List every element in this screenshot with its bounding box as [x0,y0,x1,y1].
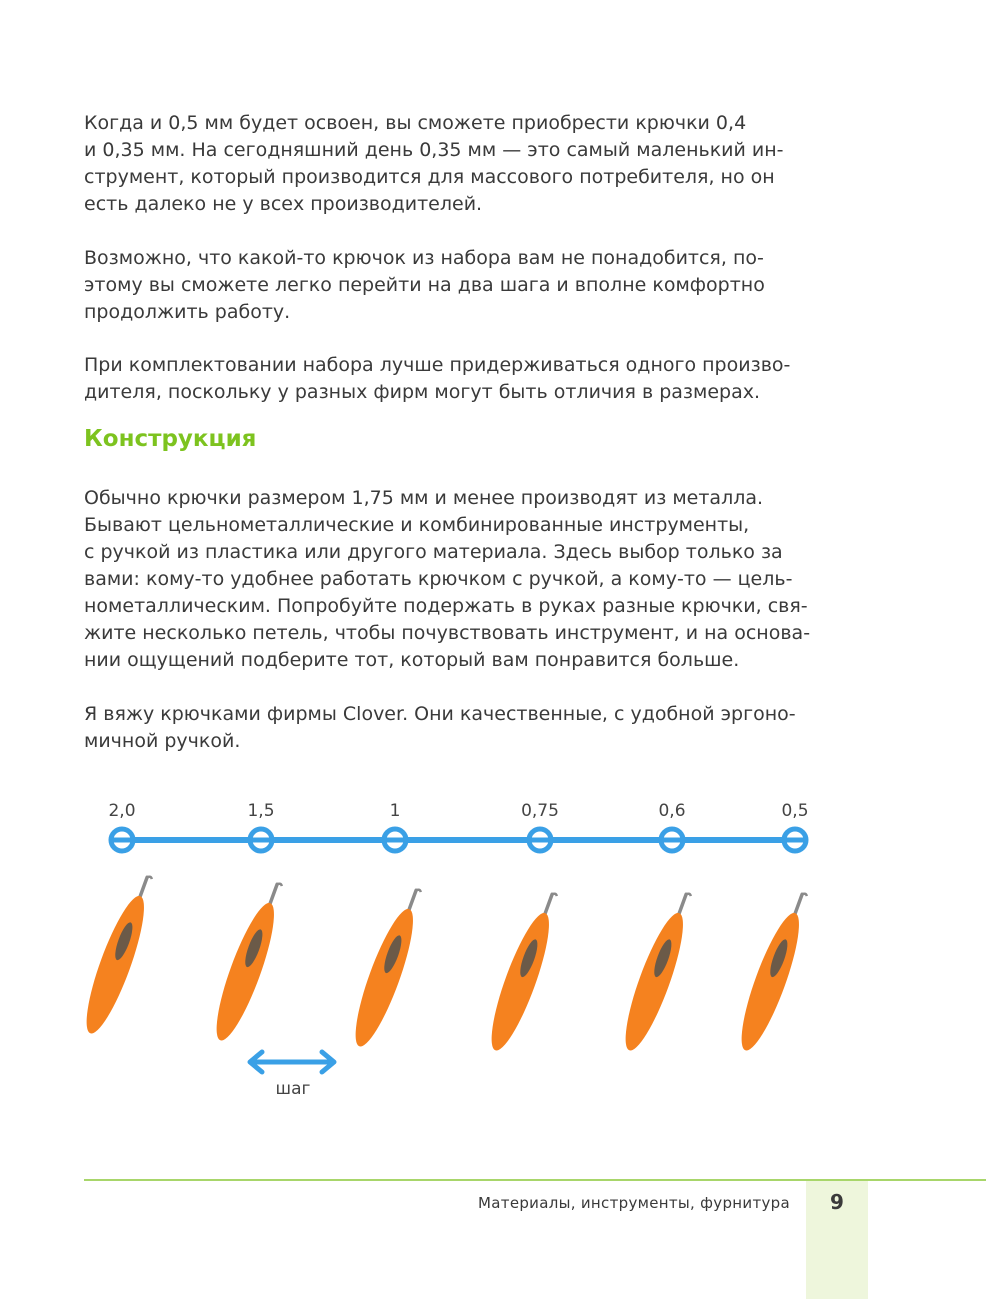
step-label: шаг [275,1079,311,1099]
size-marker [108,801,135,851]
paragraph-skip-step: Возможно, что какой-то крючок из набора вам не понадобится, по- этому вы сможете легко перейти на два шага и вполне комфортно продолжить работу. [84,247,765,323]
hook-handle [731,908,809,1055]
crochet-hook-icon [731,888,816,1056]
hook-handle [206,898,284,1045]
size-label: 1 [389,801,401,821]
paragraph-one-maker: При комплектовании набора лучше придерживаться одного произво- дителя, поскольку у разных фирм могут быть отличия в размерах. [84,354,791,403]
size-marker [247,801,274,851]
size-label: 2,0 [108,801,136,821]
paragraph-construction: Обычно крючки размером 1,75 мм и менее производят из металла. Бывают цельнометаллические и комбинированные инструменты, с ручкой из пластика или другого материала. Здесь выбор только за вами: кому-то удобнее работать крючком с ручкой, а кому-то — цель- нометаллическим. Попробуйте подержать в руках разные крючки, свя- жите несколько петель, чтобы почувствовать инструмент, и на основа- нии ощущений подберите тот, который вам понравится больше. [84,487,811,671]
size-marker [384,801,406,851]
crochet-hook-icon [615,888,700,1056]
crochet-hook-icon [206,878,291,1046]
size-marker [521,801,559,851]
size-label: 1,5 [247,801,275,821]
hook-handle [481,908,559,1055]
crochet-hook-icon [345,884,430,1052]
section-heading: Конструкция [84,426,257,452]
hook-handle [76,891,154,1038]
crochet-hook-icon [481,888,566,1056]
step-indicator [250,1052,334,1099]
crochet-hook-icon [76,871,161,1039]
size-label: 0,6 [658,801,686,821]
page-number: 9 [830,1190,844,1214]
size-label: 0,5 [781,801,809,821]
footer-section-title: Материалы, инструменты, фурнитура [478,1194,790,1212]
paragraph-clover: Я вяжу крючками фирмы Clover. Они качественные, с удобной эргоно- мичной ручкой. [84,703,796,752]
size-label: 0,75 [521,801,559,821]
size-marker [781,801,808,851]
paragraph-intro: Когда и 0,5 мм будет освоен, вы сможете приобрести крючки 0,4 и 0,35 мм. На сегодняшний день 0,35 мм — это самый маленький ин- струмент, который производится для массового потребителя, но он есть далеко не у всех производителей. [84,112,784,215]
size-marker [658,801,685,851]
hook-handle [345,904,423,1051]
hook-size-diagram [0,780,986,1120]
hook-handle [615,908,693,1055]
